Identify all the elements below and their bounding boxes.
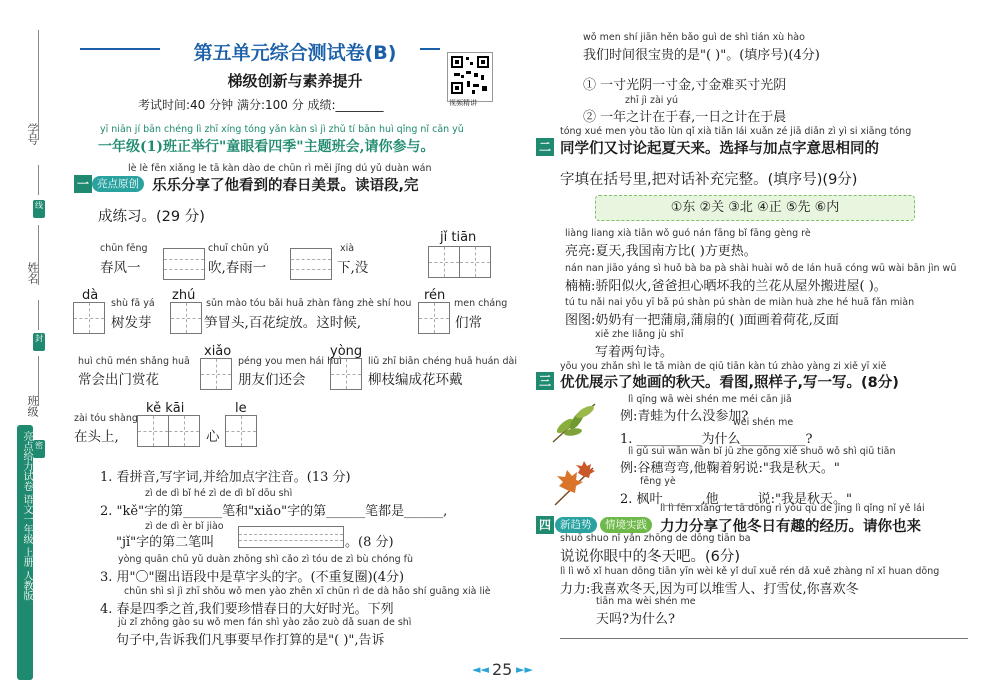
q2-title-cont: 字填在括号里,把对话补充完整。(填序号)(9分) [560, 172, 858, 188]
r1-pinyin-3: xià [340, 243, 355, 254]
r1-box-pinyin: jǐ tiān [440, 230, 477, 245]
r1-char-grid-1[interactable] [428, 246, 460, 278]
r0-text: 我们时间很宝贵的是"( )"。(填序号)(4分) [583, 48, 820, 63]
q4-badge-trend: 新趋势 [555, 517, 597, 533]
stroke-name-lines[interactable] [238, 526, 344, 548]
r4-char-grid-2[interactable] [168, 415, 200, 447]
q1-sub2-pinyin: zì de dì bǐ hé zì de dì bǐ dōu shì [145, 488, 293, 499]
r3-pinyin-1: huì chū mén shǎng huā [78, 356, 190, 367]
q1-pinyin: lè lè fēn xiǎng le tā kàn dào de chūn rì měi jǐng dú yǔ duàn wán [128, 163, 432, 174]
r2-box-pinyin-1: dà [82, 288, 99, 303]
q2-l2: 楠楠:骄阳似火,爸爸担心晒坏我的兰花从屋外搬进屋( )。 [565, 279, 887, 294]
r3-char-grid-1[interactable] [200, 358, 232, 390]
margin-line [38, 165, 39, 195]
r1-text-1: 春风一 [100, 260, 141, 276]
q2-l1: 亮亮:夏天,我国南方比( )方更热。 [565, 244, 757, 259]
q2-options-box: ①东 ②关 ③北 ④正 ⑤先 ⑥内 [595, 195, 915, 221]
q1-title-cont: 成练习。(29 分) [98, 209, 205, 225]
r1-pinyin-1: chūn fēng [100, 243, 148, 254]
q1-sub4: 4. 春是四季之首,我们要珍惜春日的大好时光。下列 [100, 602, 394, 617]
page-title: 第五单元综合测试卷(B) [193, 42, 397, 64]
q1-sub2b-score: 。(8 分) [345, 535, 394, 550]
r3-text-2: 朋友们还会 [238, 372, 306, 388]
q2-l1-pinyin: liàng liang xià tiān wǒ guó nán fāng bǐ fāng gèng rè [565, 228, 811, 239]
r4-text-1: 在头上, [74, 429, 119, 445]
q2-l4: 写着两句诗。 [595, 345, 674, 360]
r2-box-pinyin-2: zhú [172, 288, 196, 303]
r3-box-pinyin-1: xiǎo [204, 344, 232, 359]
q4-l2: 天吗?为什么? [596, 612, 675, 627]
intro-pinyin: yī niān jí bān chéng lì zhī xíng tóng yǎn kàn sì jì zhǔ tí bān huì qǐng nǐ cān yǔ [100, 124, 464, 135]
q4-title: 力力分享了他冬日有趣的经历。请你也来 [660, 519, 921, 535]
student-no-label: 学号 [26, 123, 39, 145]
option-1: ① 一寸光阴一寸金,寸金难买寸光阴 [583, 78, 787, 93]
q3-blank-1[interactable]: 1. __________为什么__________? [620, 432, 813, 447]
r2-char-grid-2[interactable] [170, 302, 202, 334]
r4-char-grid-3[interactable] [225, 415, 257, 447]
q4-pinyin: lì lì fēn xiǎng le tā dōng rì yǒu qù de jīng lì qǐng nǐ yě lái [660, 503, 925, 514]
r2-text-3: 们常 [455, 315, 482, 331]
r3-text-3: 柳枝编成花环戴 [368, 372, 463, 388]
q3-number: 三 [536, 372, 554, 390]
option-2: ② 一年之计在于春,一日之计在于晨 [583, 110, 787, 125]
q3-ex1: 例:青蛙为什么没参加? [620, 409, 749, 424]
r4-char-grid-1[interactable] [137, 415, 169, 447]
q1-sub4-pinyin: chūn shì sì jì zhī shǒu wǒ men yào zhēn xī chūn rì de dà hǎo shí guāng xià liè [124, 586, 491, 597]
q4-badge-practice: 情境实践 [600, 517, 652, 533]
r4-text-2: 心 [206, 429, 220, 445]
q1-sub3-pinyin: yòng quān chū yǔ duàn zhōng shì cǎo zì tóu de zì bù chóng fù [118, 554, 414, 565]
r4-pinyin-1: zài tóu shàng [74, 413, 138, 424]
r2-char-grid-3[interactable] [418, 302, 450, 334]
r2-pinyin-2: sǔn mào tóu bǎi huā zhàn fàng zhè shí hou [206, 298, 412, 309]
q1-sub3: 3. 用"〇"圈出语段中是草字头的字。(不重复圈)(4分) [100, 570, 405, 585]
exam-meta: 考试时间:40 分钟 满分:100 分 成绩:________ [138, 98, 384, 112]
q1-sub4b: 句子中,告诉我们凡事要早作打算的是"( )",告诉 [116, 633, 385, 648]
q2-l3-pinyin: tú tu nǎi nai yǒu yī bǎ pú shàn pú shàn de miàn huà zhe hé huā fǎn miàn [565, 297, 915, 308]
seal-mark-line: 线 [33, 200, 45, 218]
page-subtitle: 梯级创新与素养提升 [227, 72, 363, 90]
prev-page-icon[interactable]: ◄◄ [472, 663, 489, 676]
r2-text-2: 笋冒头,百花绽放。这时候, [204, 315, 362, 331]
binding-margin [0, 0, 58, 686]
class-label: 班级 [26, 395, 39, 417]
spine-tab [17, 425, 33, 680]
r1-pinyin-2: chuī chūn yǔ [208, 243, 269, 254]
r3-char-grid-2[interactable] [330, 358, 362, 390]
r2-box-pinyin-3: rén [424, 288, 446, 303]
r4-box-pinyin-2: le [235, 401, 247, 416]
q3-blank-2[interactable]: 2. 枫叶______,他______说:"我是秋天。" [620, 492, 853, 507]
name-label: 姓名 [26, 262, 39, 284]
q4-l1-pinyin: lì lì wǒ xǐ huan dōng tiān yīn wèi kě yǐ duī xuě rén dǎ xuě zhàng nǐ xǐ huan dōng [560, 566, 940, 577]
r3-text-1: 常会出门赏花 [78, 372, 159, 388]
seal-mark-secret: 密 [33, 440, 45, 458]
q2-l3: 图图:奶奶有一把蒲扇,蒲扇的( )面画着荷花,反面 [565, 313, 839, 328]
q3-b1-pinyin: wèi shén me [733, 417, 794, 428]
q3-ex2: 例:谷穗弯弯,他鞠着躬说:"我是秋天。" [620, 461, 840, 476]
q4-l2-pinyin: tiān ma wèi shén me [596, 596, 696, 607]
leaf-illustration-icon [545, 398, 605, 448]
q1-badge: 亮点原创 [92, 176, 144, 192]
seal-mark-seal: 封 [33, 333, 45, 351]
q1-sub2: 2. "kě"字的第______笔和"xiǎo"字的第______笔都是______, [100, 504, 448, 519]
qr-code-icon[interactable] [447, 52, 493, 102]
q3-ex1-pinyin: lì qīng wā wèi shén me méi cān jiā [628, 394, 792, 405]
q2-pinyin: tóng xué men yòu tǎo lùn qǐ xià tiān lái xuǎn zé jiā diǎn zì yì si xiāng tóng [560, 126, 912, 137]
r1-text-2: 吹,春雨一 [208, 260, 267, 276]
answer-line[interactable] [560, 638, 968, 639]
r3-box-pinyin-2: yòng [330, 344, 363, 359]
q4-title-cont: 说说你眼中的冬天吧。(6分) [560, 549, 741, 565]
q1-sub2b-pinyin: zì de dì èr bǐ jiào [145, 521, 224, 532]
spine-tab-text: 亮点给力试卷 语文一年级 上册 人教版 [21, 431, 32, 601]
q3-ex2-pinyin: lì gǔ suì wān wān bǐ jū zhe gōng xiě shuō wǒ shì qiū tiān [628, 446, 896, 457]
q3-title: 优优展示了她画的秋天。看图,照样子,写一写。(8分) [560, 375, 899, 391]
r2-text-1: 树发芽 [111, 315, 152, 331]
q2-title: 同学们又讨论起夏天来。选择与加点字意思相同的 [560, 141, 879, 157]
q2-l4-pinyin: xiě zhe liǎng jù shī [595, 329, 684, 340]
maple-leaf-illustration-icon [545, 460, 605, 510]
q4-number: 四 [536, 516, 554, 534]
q1-sub2b: "jǐ"字的第二笔叫 [116, 535, 215, 550]
r2-pinyin-3: men cháng [454, 298, 508, 309]
r4-box-pinyin-1: kě kāi [146, 401, 185, 416]
q3-pinyin: yōu you zhǎn shì le tā miàn de qiū tiān kàn tú zhào yàng zi xiě yī xiě [560, 361, 887, 372]
option-2-pinyin: zhī jì zài yú [625, 95, 679, 106]
margin-line [38, 300, 39, 330]
q2-number: 二 [536, 138, 554, 156]
q1-sub4b-pinyin: jù zǐ zhōng gào su wǒ men fán shì yào zǎo zuò dǎ suan de shì [118, 617, 412, 628]
q4-title-cont-pinyin: shuō shuo nǐ yǎn zhōng de dōng tiān ba [560, 533, 751, 544]
r2-pinyin-1: shù fā yá [111, 298, 155, 309]
next-page-icon[interactable]: ►► [516, 663, 533, 676]
r2-char-grid-1[interactable] [73, 302, 105, 334]
r0-pinyin: wǒ men shí jiān hěn bǎo guì de shì tián xù hào [583, 32, 805, 43]
q4-l1: 力力:我喜欢冬天,因为可以堆雪人、打雪仗,你喜欢冬 [560, 582, 859, 597]
page-number: 25 [492, 660, 513, 679]
q1-sub1: 1. 看拼音,写字词,并给加点字注音。(13 分) [100, 470, 351, 485]
r1-writing-lines-1[interactable] [163, 248, 205, 280]
r3-pinyin-3: liǔ zhī biān chéng huā huán dài [368, 356, 517, 367]
r1-text-3: 下,没 [337, 260, 369, 276]
qr-label: 视频精讲 [449, 99, 477, 107]
r1-writing-lines-2[interactable] [290, 248, 332, 280]
q3-b2-pinyin: fēng yè [640, 476, 676, 487]
intro-text: 一年级(1)班正举行"童眼看四季"主题班会,请你参与。 [98, 139, 435, 155]
r3-pinyin-2: péng you men hái huì [238, 356, 342, 367]
q1-title: 乐乐分享了他看到的春日美景。读语段,完 [152, 178, 419, 194]
q1-number: 一 [74, 175, 92, 193]
q2-l2-pinyin: nán nan jiāo yáng sì huǒ bà ba pà shài huài wǒ de lán huā cóng wū wài bān jìn wū [565, 263, 957, 274]
r1-char-grid-2[interactable] [459, 246, 491, 278]
